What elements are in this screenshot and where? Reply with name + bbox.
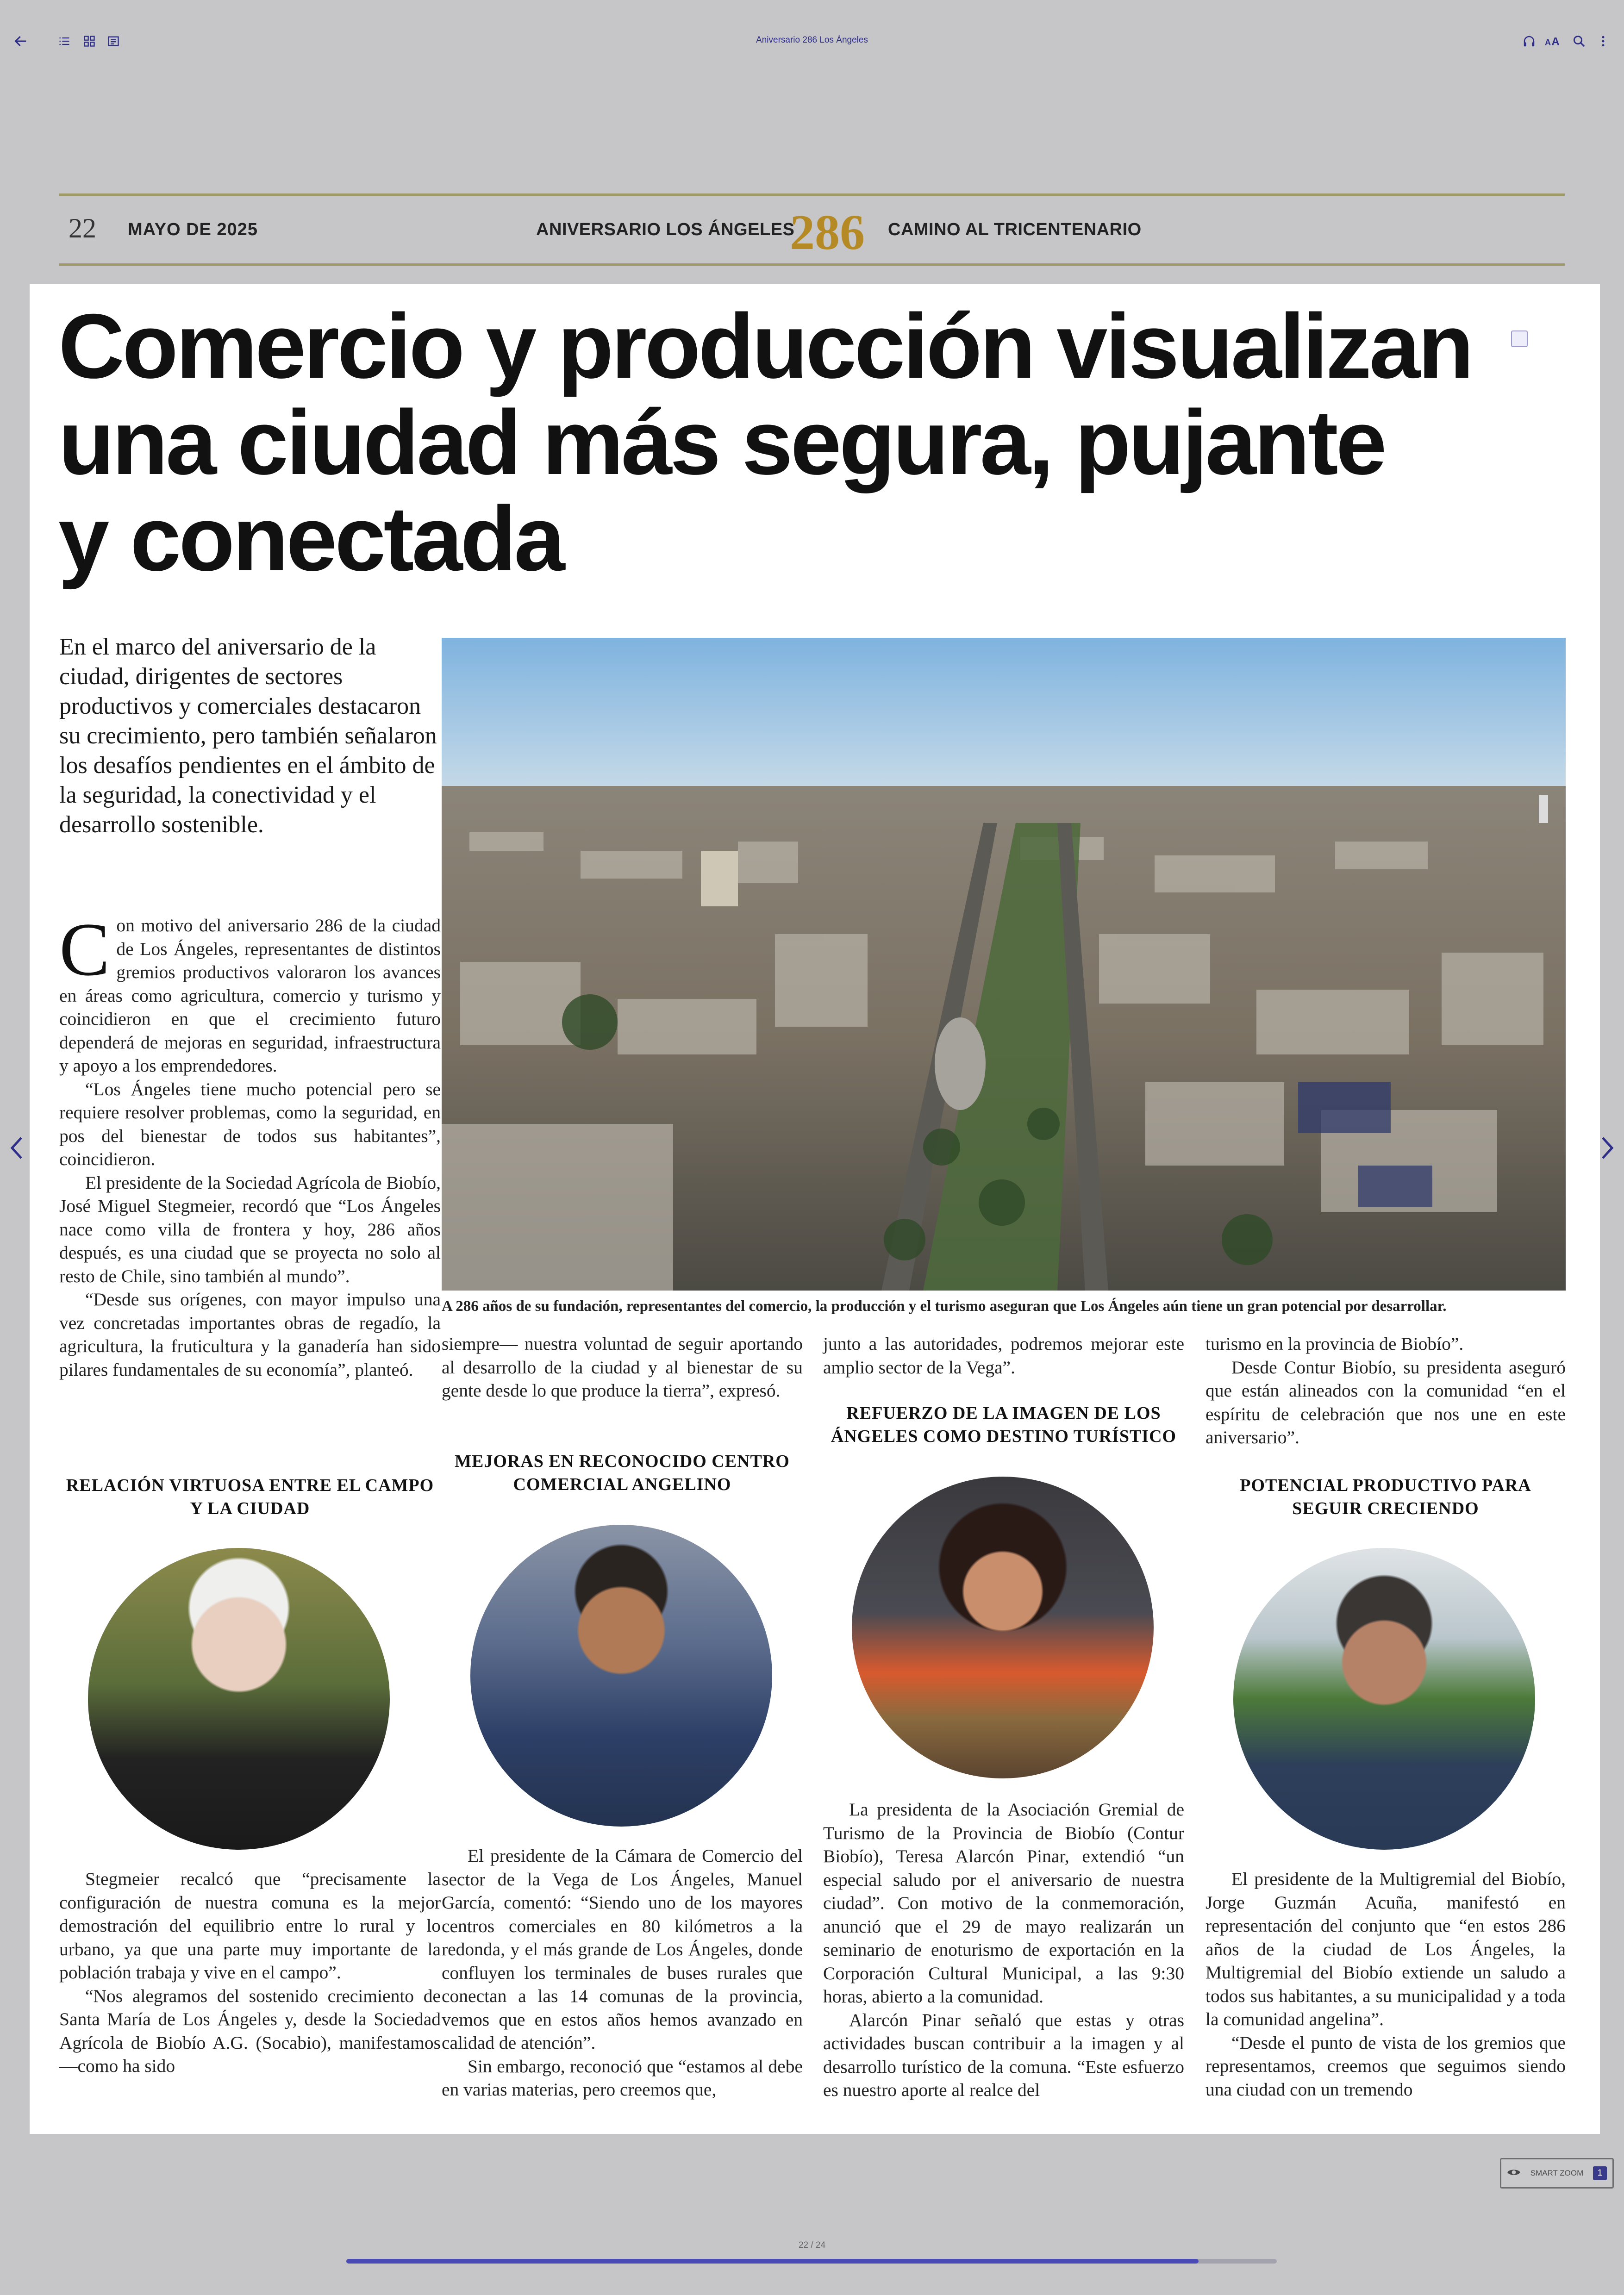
- paragraph: El presidente de la Sociedad Agrícola de Biobío, José Miguel Stegmeier, recordó que “Los Ángeles nace como villa de frontera y hoy, 286 años después, es una ciudad que se proyecta no solo al resto de Chile, sino también al mundo”.: [59, 1172, 441, 1286]
- paragraph: “Nos alegramos del sostenido crecimiento de Santa María de Los Ángeles y, desde la Sociedad Agrícola de Biobío A.G. (Socabio), manifestamos —como ha sido: [59, 1985, 441, 2076]
- section-title: ANIVERSARIO LOS ÁNGELES: [536, 220, 795, 239]
- paragraph: La presidenta de la Asociación Gremial de Turismo de la Provincia de Biobío (Contur Biobío), Teresa Alarcón Pinar, extendió “un especial saludo por el aniversario de nuestra ciudad”. Con motivo de la conmemoración, anunció que el 29 de mayo realizarán un seminario de enoturismo de exportación en la Corporación Cultural Municipal, a las 9:30 horas, abierto a la comunidad.: [823, 1799, 1184, 2007]
- smart-zoom-count: 1: [1593, 2166, 1607, 2180]
- paragraph: turismo en la provincia de Biobío”.: [1206, 1334, 1464, 1354]
- section-subtitle: CAMINO AL TRICENTENARIO: [888, 220, 1142, 239]
- column-4-top: [1206, 1332, 1566, 1449]
- paragraph: El presidente de la Cámara de Comercio del sector de la Vega de Los Ángeles, Manuel García, comentó: “Siendo uno de los mayores centros comerciales en 80 kilómetros a la redonda, y el más grande de Los Ángeles, donde confluyen los terminales de buses rurales que conectan a las 14 comunas de la provincia, vemos que en estos años hemos avanzado en calidad de atención”.: [442, 1846, 803, 2053]
- subheading: RELACIÓN VIRTUOSA ENTRE EL CAMPO Y LA CIUDAD: [66, 1476, 434, 1518]
- issue-date: MAYO DE 2025: [128, 220, 258, 239]
- svg-text:A: A: [1545, 37, 1551, 47]
- paragraph: junto a las autoridades, podremos mejorar este amplio sector de la Vega”.: [823, 1334, 1184, 1378]
- anniversary-number: 286: [790, 205, 865, 260]
- running-header: [59, 193, 1565, 266]
- portrait-guzman: [1233, 1548, 1535, 1850]
- column-4-bottom: [1206, 1867, 1566, 2101]
- svg-text:A: A: [1551, 35, 1560, 48]
- eye-icon: [1507, 2167, 1521, 2180]
- smart-zoom-button[interactable]: [1500, 2158, 1614, 2189]
- headline-line: una ciudad más segura, pujante: [58, 391, 1385, 493]
- paragraph: Stegmeier recalcó que “precisamente la configuración de nuestra comuna es la mejor demostración del equilibrio entre lo rural y lo urbano, ya que una parte muy importante de la población trabaja y vive en el campo”.: [59, 1869, 441, 1983]
- document-title: Aniversario 286 Los Ángeles: [756, 35, 868, 45]
- portrait-alarcon: [852, 1477, 1154, 1778]
- subheading: REFUERZO DE LA IMAGEN DE LOS ÁNGELES COMO DESTINO TURÍSTICO: [831, 1403, 1177, 1446]
- portrait-stegmeier: [88, 1548, 390, 1850]
- search-icon[interactable]: [1567, 29, 1592, 54]
- subheading: MEJORAS EN RECONOCIDO CENTRO COMERCIAL ANGELINO: [455, 1452, 790, 1494]
- aerial-city-photo: [442, 638, 1566, 1291]
- page-number: 22: [69, 213, 96, 243]
- paragraph: Alarcón Pinar señaló que estas y otras actividades buscan contribuir a la imagen y al desarrollo turístico de la comuna. “Este esfuerzo es nuestro aporte al realce del: [823, 2009, 1184, 2100]
- paragraph: “Desde el punto de vista de los gremios que representamos, creemos que seguimos siendo una ciudad con un tremendo: [1206, 2032, 1566, 2100]
- subheading: POTENCIAL PRODUCTIVO PARA SEGUIR CRECIENDO: [1240, 1476, 1531, 1518]
- paragraph: “Los Ángeles tiene mucho potencial pero se requiere resolver problemas, como la seguridad, en pos del bienestar de todos sus habitantes”, coincidieron.: [59, 1079, 441, 1169]
- reading-progress-bar[interactable]: [346, 2259, 1277, 2264]
- column-2-bottom: [442, 1844, 803, 2102]
- prev-page-icon[interactable]: [3, 1129, 31, 1166]
- paragraph: El presidente de la Multigremial del Biobío, Jorge Guzmán Acuña, manifestó en representación del conjunto que “en estos 286 años de la ciudad de Los Ángeles, la Multigremial del Biobío extiende un saludo a todos sus habitantes, a su municipalidad y a toda la comunidad angelina”.: [1206, 1869, 1566, 2029]
- photo-caption: A 286 años de su fundación, representantes del comercio, la producción y el turismo aseguran que Los Ángeles aún tiene un gran potencial por desarrollar.: [442, 1298, 1447, 1315]
- column-1-bottom: [59, 1867, 441, 2078]
- headline-line: y conectada: [58, 487, 563, 590]
- column-3-bottom: [823, 1798, 1184, 2102]
- headline-line: Comercio y producción visualizan: [58, 295, 1472, 397]
- paragraph: on motivo del aniversario 286 de la ciudad de Los Ángeles, representantes de distintos gremios productivos valoraron los avances en áreas como agricultura, comercio y turismo y coincidieron en que el crecimiento futuro dependerá de mejoras en seguridad, infraestructura y apoyo a los emprendedores.: [59, 915, 441, 1076]
- portrait-garcia: [470, 1525, 772, 1827]
- column-3-top: [823, 1332, 1184, 1379]
- next-page-icon[interactable]: [1593, 1129, 1621, 1166]
- paragraph: “Desde sus orígenes, con mayor impulso una vez concretadas importantes obras de regadío, la agricultura, la fruticultura y la ganadería han sido pilares fundamentales de su economía”, planteó.: [59, 1289, 441, 1380]
- viewer-toolbar: [0, 0, 1624, 83]
- paragraph: siempre— nuestra voluntad de seguir aportando al desarrollo de la ciudad y al bienestar de su gente desde lo que produce la tierra”, expresó.: [442, 1334, 803, 1401]
- page-indicator: 22 / 24: [798, 2240, 826, 2250]
- text-size-icon[interactable]: [1541, 29, 1566, 54]
- article-marker-icon[interactable]: [1511, 331, 1528, 347]
- more-icon[interactable]: [1591, 29, 1616, 54]
- article-page: [30, 284, 1600, 2134]
- paragraph: Desde Contur Biobío, su presidenta aseguró que están alineados con la comunidad “en el espíritu de celebración que nos une en este aniversario”.: [1206, 1357, 1566, 1447]
- drop-cap: C: [59, 908, 110, 992]
- smart-zoom-label: SMART ZOOM: [1530, 2169, 1584, 2177]
- headphones-icon[interactable]: [1517, 29, 1542, 54]
- paragraph: Sin embargo, reconoció que “estamos al debe en varias materias, pero creemos que,: [442, 2056, 803, 2100]
- reading-progress-fill: [346, 2259, 1199, 2264]
- column-1-top: [59, 908, 441, 1381]
- intro-paragraph: En el marco del aniversario de la ciudad, dirigentes de sectores productivos y comerciales destacaron su crecimiento, pero también señalaron los desafíos pendientes en el ámbito de la seguridad, la conectividad y el desarrollo sostenible.: [59, 634, 437, 838]
- headline: [58, 295, 1503, 590]
- column-2-top: [442, 1332, 803, 1403]
